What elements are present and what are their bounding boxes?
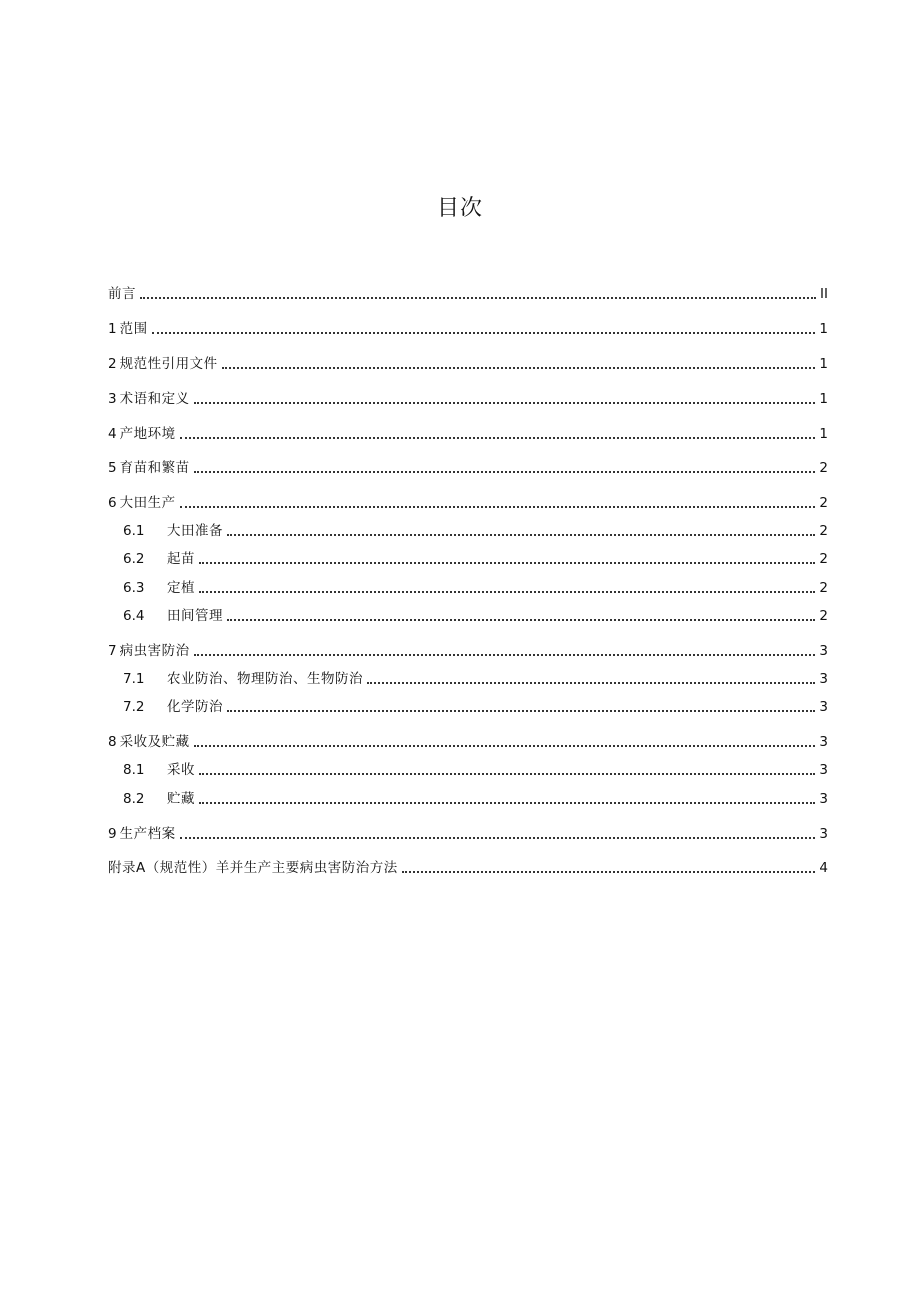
dot-leader [227,606,815,626]
toc-entry-label: 大田生产 [119,495,176,511]
dot-leader [180,493,816,513]
toc-entry-label: 范围 [119,321,148,337]
toc-entry-8[interactable] [108,732,828,752]
dot-leader [140,284,816,304]
toc-entry-6-2[interactable] [108,549,828,569]
toc-entry-label: 农业防治、物理防治、生物防治 [167,671,363,687]
dot-leader [180,424,816,444]
dot-leader [199,578,815,598]
toc-entry-7-1[interactable] [108,669,828,689]
toc-entry-page: 2 [819,460,828,476]
toc-entry-7[interactable] [108,641,828,661]
toc-entry-page: 2 [819,523,828,539]
toc-entry-label: 前言 [108,286,136,302]
page-title: 目次 [436,196,483,221]
toc-entry-label: 育苗和繁苗 [119,460,190,476]
toc-entry-6-4[interactable] [108,606,828,626]
toc-entry-1[interactable] [108,319,828,339]
toc-entry-page: 1 [819,426,828,442]
table-of-contents [108,0,828,1301]
toc-entry-number: 6.4 [123,608,145,624]
toc-entry-number: 5 [108,460,117,476]
toc-entry-page: 2 [819,551,828,567]
toc-entry-8-1[interactable] [108,760,828,780]
toc-entry-page: 3 [819,762,828,778]
toc-entry-number: 7.2 [123,699,145,715]
toc-entry-6-1[interactable] [108,521,828,541]
toc-entry-number: 6 [108,495,117,511]
toc-entry-page: II [820,286,828,302]
toc-entry-page: 1 [819,321,828,337]
dot-leader [367,669,815,689]
toc-entry-number: 7.1 [123,671,145,687]
toc-entry-6[interactable] [108,493,828,513]
dot-leader [227,521,815,541]
dot-leader [199,549,815,569]
toc-entry-4[interactable] [108,424,828,444]
toc-entry-number: 2 [108,356,117,372]
toc-entry-page: 2 [819,608,828,624]
toc-entry-label: 起苗 [167,551,195,567]
toc-entry-label: 生产档案 [119,826,176,842]
toc-entry-page: 1 [819,356,828,372]
toc-entry-label: 田间管理 [167,608,223,624]
toc-entry-9[interactable] [108,824,828,844]
toc-entry-page: 3 [819,791,828,807]
toc-entry-2[interactable] [108,354,828,374]
toc-entry-label: 采收 [167,762,195,778]
toc-entry-number: 8.1 [123,762,145,778]
dot-leader [402,858,816,878]
toc-entry-appendix-a[interactable] [108,858,828,878]
dot-leader [227,697,815,717]
dot-leader [194,389,816,409]
toc-entry-page: 3 [819,826,828,842]
toc-entry-number: 6.3 [123,580,145,596]
toc-entry-label: 产地环境 [119,426,176,442]
toc-entry-number: 8.2 [123,791,145,807]
toc-entry-number: 8 [108,734,117,750]
toc-entry-page: 2 [819,495,828,511]
dot-leader [199,760,815,780]
dot-leader [194,458,816,478]
toc-entry-7-2[interactable] [108,697,828,717]
toc-entry-number: 6.1 [123,523,145,539]
toc-entry-6-3[interactable] [108,578,828,598]
toc-entry-label: 化学防治 [167,699,223,715]
toc-entry-label: 附录A（规范性）羊并生产主要病虫害防治方法 [108,860,398,876]
toc-entry-label: 规范性引用文件 [119,356,218,372]
toc-entry-page: 3 [819,734,828,750]
toc-entry-label: 大田准备 [167,523,223,539]
toc-entry-number: 3 [108,391,117,407]
toc-entry-number: 7 [108,643,117,659]
toc-entry-foreword[interactable] [108,284,828,304]
dot-leader [194,732,816,752]
toc-entry-page: 3 [819,699,828,715]
toc-entry-5[interactable] [108,458,828,478]
toc-entry-label: 病虫害防治 [119,643,190,659]
toc-entry-page: 3 [819,671,828,687]
toc-entry-page: 1 [819,391,828,407]
dot-leader [180,824,816,844]
toc-entry-label: 定植 [167,580,195,596]
toc-entry-label: 采收及贮藏 [119,734,190,750]
toc-entry-number: 1 [108,321,117,337]
dot-leader [199,789,815,809]
toc-entry-page: 2 [819,580,828,596]
toc-entry-number: 9 [108,826,117,842]
toc-entry-number: 6.2 [123,551,145,567]
toc-entry-3[interactable] [108,389,828,409]
toc-entry-number: 4 [108,426,117,442]
dot-leader [222,354,816,374]
toc-entry-page: 3 [819,643,828,659]
toc-entry-label: 术语和定义 [119,391,190,407]
toc-entry-8-2[interactable] [108,789,828,809]
dot-leader [194,641,816,661]
toc-entry-page: 4 [819,860,828,876]
dot-leader [152,319,816,339]
toc-entry-label: 贮藏 [167,791,195,807]
